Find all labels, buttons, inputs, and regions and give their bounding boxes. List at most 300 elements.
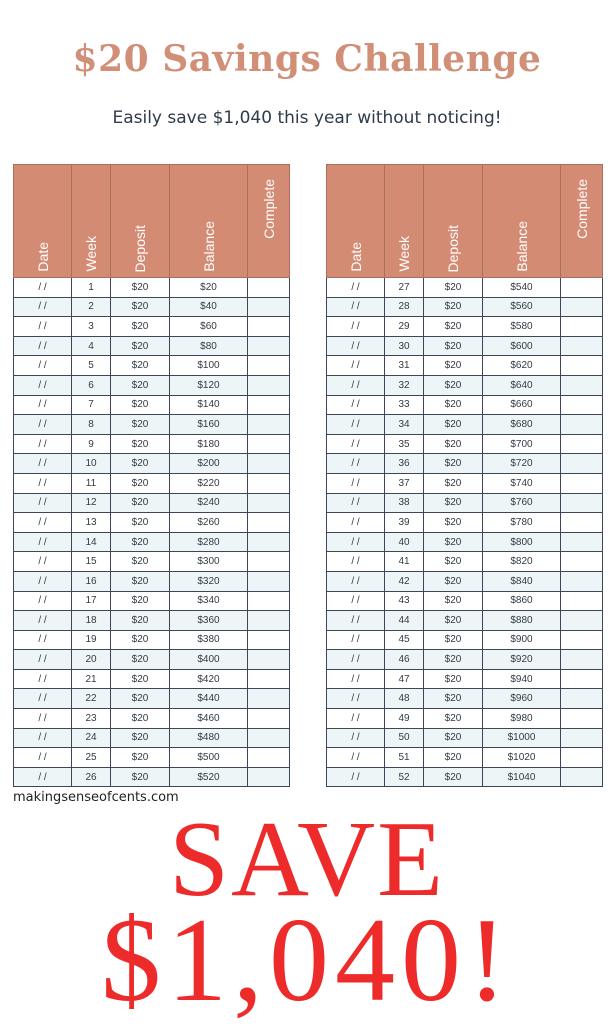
deposit-cell: $20 <box>424 297 483 317</box>
week-cell: 49 <box>385 709 424 729</box>
deposit-cell: $20 <box>111 748 170 768</box>
complete-checkbox-cell[interactable] <box>561 317 603 337</box>
column-header-week: Week <box>72 165 111 278</box>
week-cell: 3 <box>72 317 111 337</box>
date-cell[interactable]: / / <box>14 356 72 376</box>
table-row <box>327 630 603 650</box>
deposit-cell: $20 <box>424 532 483 552</box>
week-cell: 11 <box>72 473 111 493</box>
date-cell[interactable]: / / <box>14 434 72 454</box>
balance-cell: $260 <box>170 513 248 533</box>
table-row <box>14 689 290 709</box>
date-cell[interactable]: / / <box>327 591 385 611</box>
table-row <box>14 669 290 689</box>
balance-cell: $320 <box>170 571 248 591</box>
table-row <box>327 356 603 376</box>
date-cell[interactable]: / / <box>327 630 385 650</box>
deposit-cell: $20 <box>111 317 170 337</box>
balance-cell: $60 <box>170 317 248 337</box>
date-cell[interactable]: / / <box>327 689 385 709</box>
deposit-cell: $20 <box>111 532 170 552</box>
date-cell[interactable]: / / <box>14 297 72 317</box>
deposit-cell: $20 <box>111 611 170 631</box>
table-body <box>327 278 603 787</box>
deposit-cell: $20 <box>111 767 170 787</box>
week-cell: 32 <box>385 375 424 395</box>
date-cell[interactable]: / / <box>327 336 385 356</box>
complete-checkbox-cell[interactable] <box>248 317 290 337</box>
table-row <box>327 767 603 787</box>
complete-checkbox-cell[interactable] <box>248 415 290 435</box>
table-row <box>14 630 290 650</box>
balance-cell: $220 <box>170 473 248 493</box>
complete-checkbox-cell[interactable] <box>561 336 603 356</box>
table-row <box>327 415 603 435</box>
page-title: $20 Savings Challenge <box>72 38 542 80</box>
week-cell: 37 <box>385 473 424 493</box>
complete-checkbox-cell[interactable] <box>561 689 603 709</box>
table-row <box>327 650 603 670</box>
date-cell[interactable]: / / <box>14 473 72 493</box>
deposit-cell: $20 <box>424 473 483 493</box>
balance-cell: $860 <box>483 591 561 611</box>
deposit-cell: $20 <box>111 689 170 709</box>
complete-checkbox-cell[interactable] <box>561 552 603 572</box>
deposit-cell: $20 <box>111 591 170 611</box>
week-cell: 17 <box>72 591 111 611</box>
table-row <box>327 336 603 356</box>
savings-table-weeks-27-52 <box>326 164 603 787</box>
table-row <box>327 375 603 395</box>
date-cell[interactable]: / / <box>327 317 385 337</box>
complete-checkbox-cell[interactable] <box>561 767 603 787</box>
complete-checkbox-cell[interactable] <box>248 767 290 787</box>
table-row <box>14 356 290 376</box>
week-cell: 26 <box>72 767 111 787</box>
date-cell[interactable]: / / <box>14 611 72 631</box>
complete-checkbox-cell[interactable] <box>248 493 290 513</box>
table-row <box>14 395 290 415</box>
table-header-row <box>14 165 290 278</box>
balance-cell: $120 <box>170 375 248 395</box>
date-cell[interactable]: / / <box>327 493 385 513</box>
week-cell: 15 <box>72 552 111 572</box>
deposit-cell: $20 <box>424 591 483 611</box>
week-cell: 43 <box>385 591 424 611</box>
complete-checkbox-cell[interactable] <box>561 611 603 631</box>
deposit-cell: $20 <box>424 689 483 709</box>
balance-cell: $500 <box>170 748 248 768</box>
complete-checkbox-cell[interactable] <box>248 552 290 572</box>
balance-cell: $40 <box>170 297 248 317</box>
complete-checkbox-cell[interactable] <box>248 513 290 533</box>
complete-checkbox-cell[interactable] <box>248 669 290 689</box>
deposit-cell: $20 <box>111 454 170 474</box>
table-row <box>327 689 603 709</box>
week-cell: 16 <box>72 571 111 591</box>
complete-checkbox-cell[interactable] <box>248 571 290 591</box>
deposit-cell: $20 <box>111 473 170 493</box>
complete-checkbox-cell[interactable] <box>248 434 290 454</box>
date-cell[interactable]: / / <box>327 297 385 317</box>
balance-cell: $200 <box>170 454 248 474</box>
complete-checkbox-cell[interactable] <box>561 709 603 729</box>
deposit-cell: $20 <box>111 278 170 298</box>
complete-checkbox-cell[interactable] <box>561 375 603 395</box>
date-cell[interactable]: / / <box>14 493 72 513</box>
table-row <box>327 297 603 317</box>
table-row <box>14 552 290 572</box>
date-cell[interactable]: / / <box>327 375 385 395</box>
week-cell: 29 <box>385 317 424 337</box>
balance-cell: $460 <box>170 709 248 729</box>
deposit-cell: $20 <box>111 552 170 572</box>
week-cell: 45 <box>385 630 424 650</box>
deposit-cell: $20 <box>424 552 483 572</box>
complete-checkbox-cell[interactable] <box>561 415 603 435</box>
date-cell[interactable]: / / <box>327 552 385 572</box>
balance-cell: $280 <box>170 532 248 552</box>
balance-cell: $300 <box>170 552 248 572</box>
date-cell[interactable]: / / <box>14 513 72 533</box>
date-cell[interactable]: / / <box>14 669 72 689</box>
deposit-cell: $20 <box>424 434 483 454</box>
column-header-balance: Balance <box>483 165 561 278</box>
deposit-cell: $20 <box>424 513 483 533</box>
week-cell: 48 <box>385 689 424 709</box>
complete-checkbox-cell[interactable] <box>248 709 290 729</box>
date-cell[interactable]: / / <box>14 728 72 748</box>
date-cell[interactable]: / / <box>327 611 385 631</box>
complete-checkbox-cell[interactable] <box>248 278 290 298</box>
date-cell[interactable]: / / <box>14 415 72 435</box>
deposit-cell: $20 <box>424 650 483 670</box>
complete-checkbox-cell[interactable] <box>248 297 290 317</box>
date-cell[interactable]: / / <box>14 571 72 591</box>
deposit-cell: $20 <box>111 669 170 689</box>
week-cell: 23 <box>72 709 111 729</box>
week-cell: 9 <box>72 434 111 454</box>
table-row <box>14 278 290 298</box>
table-row <box>14 297 290 317</box>
complete-checkbox-cell[interactable] <box>248 650 290 670</box>
date-cell[interactable]: / / <box>14 395 72 415</box>
complete-checkbox-cell[interactable] <box>561 473 603 493</box>
complete-checkbox-cell[interactable] <box>561 356 603 376</box>
balance-cell: $520 <box>170 767 248 787</box>
date-cell[interactable]: / / <box>327 513 385 533</box>
table-row <box>14 532 290 552</box>
table-row <box>327 454 603 474</box>
complete-checkbox-cell[interactable] <box>248 748 290 768</box>
table-row <box>327 728 603 748</box>
complete-checkbox-cell[interactable] <box>248 689 290 709</box>
date-cell[interactable]: / / <box>327 415 385 435</box>
table-row <box>327 434 603 454</box>
complete-checkbox-cell[interactable] <box>561 454 603 474</box>
deposit-cell: $20 <box>111 375 170 395</box>
column-header-complete: Complete <box>561 165 603 278</box>
date-cell[interactable]: / / <box>14 278 72 298</box>
deposit-cell: $20 <box>424 317 483 337</box>
deposit-cell: $20 <box>424 395 483 415</box>
week-cell: 36 <box>385 454 424 474</box>
date-cell[interactable]: / / <box>14 591 72 611</box>
complete-checkbox-cell[interactable] <box>561 748 603 768</box>
balance-cell: $100 <box>170 356 248 376</box>
balance-cell: $180 <box>170 434 248 454</box>
deposit-cell: $20 <box>111 415 170 435</box>
complete-checkbox-cell[interactable] <box>561 571 603 591</box>
date-cell[interactable]: / / <box>14 689 72 709</box>
week-cell: 19 <box>72 630 111 650</box>
week-cell: 35 <box>385 434 424 454</box>
table-row <box>14 454 290 474</box>
balance-cell: $80 <box>170 336 248 356</box>
deposit-cell: $20 <box>111 356 170 376</box>
week-cell: 22 <box>72 689 111 709</box>
column-header-balance: Balance <box>170 165 248 278</box>
table-row <box>327 317 603 337</box>
date-cell[interactable]: / / <box>327 532 385 552</box>
week-cell: 1 <box>72 278 111 298</box>
deposit-cell: $20 <box>111 493 170 513</box>
balance-cell: $380 <box>170 630 248 650</box>
week-cell: 47 <box>385 669 424 689</box>
balance-cell: $580 <box>483 317 561 337</box>
balance-cell: $360 <box>170 611 248 631</box>
table-row <box>14 375 290 395</box>
complete-checkbox-cell[interactable] <box>561 630 603 650</box>
balance-cell: $960 <box>483 689 561 709</box>
week-cell: 27 <box>385 278 424 298</box>
date-cell[interactable]: / / <box>327 669 385 689</box>
complete-checkbox-cell[interactable] <box>248 356 290 376</box>
date-cell[interactable]: / / <box>327 650 385 670</box>
date-cell[interactable]: / / <box>327 767 385 787</box>
balance-cell: $1040 <box>483 767 561 787</box>
deposit-cell: $20 <box>424 669 483 689</box>
complete-checkbox-cell[interactable] <box>561 513 603 533</box>
deposit-cell: $20 <box>424 336 483 356</box>
complete-checkbox-cell[interactable] <box>561 278 603 298</box>
column-header-deposit: Deposit <box>111 165 170 278</box>
deposit-cell: $20 <box>111 336 170 356</box>
balance-cell: $420 <box>170 669 248 689</box>
column-header-date: Date <box>327 165 385 278</box>
balance-cell: $880 <box>483 611 561 631</box>
deposit-cell: $20 <box>424 767 483 787</box>
table-row <box>327 395 603 415</box>
deposit-cell: $20 <box>111 728 170 748</box>
table-row <box>14 571 290 591</box>
balance-cell: $720 <box>483 454 561 474</box>
balance-cell: $920 <box>483 650 561 670</box>
balance-cell: $980 <box>483 709 561 729</box>
balance-cell: $640 <box>483 375 561 395</box>
week-cell: 31 <box>385 356 424 376</box>
week-cell: 46 <box>385 650 424 670</box>
deposit-cell: $20 <box>111 709 170 729</box>
table-row <box>14 748 290 768</box>
balance-cell: $440 <box>170 689 248 709</box>
balance-cell: $160 <box>170 415 248 435</box>
deposit-cell: $20 <box>424 375 483 395</box>
week-cell: 24 <box>72 728 111 748</box>
deposit-cell: $20 <box>424 748 483 768</box>
balance-cell: $820 <box>483 552 561 572</box>
week-cell: 50 <box>385 728 424 748</box>
table-row <box>14 336 290 356</box>
complete-checkbox-cell[interactable] <box>561 493 603 513</box>
week-cell: 5 <box>72 356 111 376</box>
week-cell: 44 <box>385 611 424 631</box>
table-row <box>14 709 290 729</box>
week-cell: 41 <box>385 552 424 572</box>
table-row <box>327 278 603 298</box>
deposit-cell: $20 <box>424 454 483 474</box>
week-cell: 18 <box>72 611 111 631</box>
week-cell: 4 <box>72 336 111 356</box>
table-row <box>327 709 603 729</box>
balance-cell: $700 <box>483 434 561 454</box>
complete-checkbox-cell[interactable] <box>248 375 290 395</box>
column-header-complete: Complete <box>248 165 290 278</box>
table-row <box>327 473 603 493</box>
balance-cell: $940 <box>483 669 561 689</box>
deposit-cell: $20 <box>111 571 170 591</box>
table-row <box>327 513 603 533</box>
date-cell[interactable]: / / <box>327 571 385 591</box>
deposit-cell: $20 <box>424 728 483 748</box>
week-cell: 10 <box>72 454 111 474</box>
table-row <box>327 493 603 513</box>
complete-checkbox-cell[interactable] <box>561 434 603 454</box>
date-cell[interactable]: / / <box>14 317 72 337</box>
complete-checkbox-cell[interactable] <box>248 611 290 631</box>
week-cell: 51 <box>385 748 424 768</box>
week-cell: 42 <box>385 571 424 591</box>
date-cell[interactable]: / / <box>14 532 72 552</box>
complete-checkbox-cell[interactable] <box>561 669 603 689</box>
complete-checkbox-cell[interactable] <box>248 630 290 650</box>
table-row <box>14 473 290 493</box>
date-cell[interactable]: / / <box>14 375 72 395</box>
date-cell[interactable]: / / <box>327 395 385 415</box>
balance-cell: $400 <box>170 650 248 670</box>
complete-checkbox-cell[interactable] <box>248 473 290 493</box>
complete-checkbox-cell[interactable] <box>248 395 290 415</box>
complete-checkbox-cell[interactable] <box>561 728 603 748</box>
balance-cell: $800 <box>483 532 561 552</box>
week-cell: 28 <box>385 297 424 317</box>
date-cell[interactable]: / / <box>327 473 385 493</box>
balance-cell: $20 <box>170 278 248 298</box>
date-cell[interactable]: / / <box>327 728 385 748</box>
date-cell[interactable]: / / <box>327 278 385 298</box>
date-cell[interactable]: / / <box>14 454 72 474</box>
week-cell: 38 <box>385 493 424 513</box>
deposit-cell: $20 <box>111 434 170 454</box>
complete-checkbox-cell[interactable] <box>248 591 290 611</box>
table-row <box>327 748 603 768</box>
page-subtitle: Easily save $1,040 this year without noticing! <box>112 108 502 128</box>
column-header-week: Week <box>385 165 424 278</box>
balance-cell: $340 <box>170 591 248 611</box>
week-cell: 25 <box>72 748 111 768</box>
column-header-deposit: Deposit <box>424 165 483 278</box>
balance-cell: $560 <box>483 297 561 317</box>
date-cell[interactable]: / / <box>14 552 72 572</box>
complete-checkbox-cell[interactable] <box>561 591 603 611</box>
table-row <box>14 728 290 748</box>
balance-cell: $1000 <box>483 728 561 748</box>
deposit-cell: $20 <box>424 493 483 513</box>
table-row <box>327 532 603 552</box>
date-cell[interactable]: / / <box>327 748 385 768</box>
table-row <box>14 317 290 337</box>
complete-checkbox-cell[interactable] <box>248 336 290 356</box>
week-cell: 34 <box>385 415 424 435</box>
column-header-date: Date <box>14 165 72 278</box>
table-row <box>14 415 290 435</box>
website-credit: makingsenseofcents.com <box>13 790 179 805</box>
date-cell[interactable]: / / <box>327 709 385 729</box>
week-cell: 12 <box>72 493 111 513</box>
deposit-cell: $20 <box>424 630 483 650</box>
date-cell[interactable]: / / <box>327 356 385 376</box>
deposit-cell: $20 <box>111 630 170 650</box>
table-row <box>327 571 603 591</box>
date-cell[interactable]: / / <box>14 630 72 650</box>
table-row <box>327 552 603 572</box>
deposit-cell: $20 <box>424 709 483 729</box>
week-cell: 40 <box>385 532 424 552</box>
table-row <box>14 434 290 454</box>
complete-checkbox-cell[interactable] <box>248 454 290 474</box>
balance-cell: $140 <box>170 395 248 415</box>
date-cell[interactable]: / / <box>14 748 72 768</box>
banner-save-text: SAVE <box>168 800 446 919</box>
banner-amount-text: $1,040! <box>101 893 513 1024</box>
balance-cell: $600 <box>483 336 561 356</box>
balance-cell: $540 <box>483 278 561 298</box>
complete-checkbox-cell[interactable] <box>561 650 603 670</box>
deposit-cell: $20 <box>111 513 170 533</box>
week-cell: 52 <box>385 767 424 787</box>
table-header-row <box>327 165 603 278</box>
balance-cell: $760 <box>483 493 561 513</box>
table-row <box>327 611 603 631</box>
date-cell[interactable]: / / <box>14 709 72 729</box>
week-cell: 13 <box>72 513 111 533</box>
date-cell[interactable]: / / <box>14 650 72 670</box>
complete-checkbox-cell[interactable] <box>561 395 603 415</box>
week-cell: 30 <box>385 336 424 356</box>
complete-checkbox-cell[interactable] <box>561 532 603 552</box>
week-cell: 39 <box>385 513 424 533</box>
date-cell[interactable]: / / <box>14 336 72 356</box>
complete-checkbox-cell[interactable] <box>248 532 290 552</box>
date-cell[interactable]: / / <box>327 434 385 454</box>
complete-checkbox-cell[interactable] <box>248 728 290 748</box>
date-cell[interactable]: / / <box>14 767 72 787</box>
complete-checkbox-cell[interactable] <box>561 297 603 317</box>
date-cell[interactable]: / / <box>327 454 385 474</box>
deposit-cell: $20 <box>424 278 483 298</box>
table-row <box>327 591 603 611</box>
week-cell: 2 <box>72 297 111 317</box>
